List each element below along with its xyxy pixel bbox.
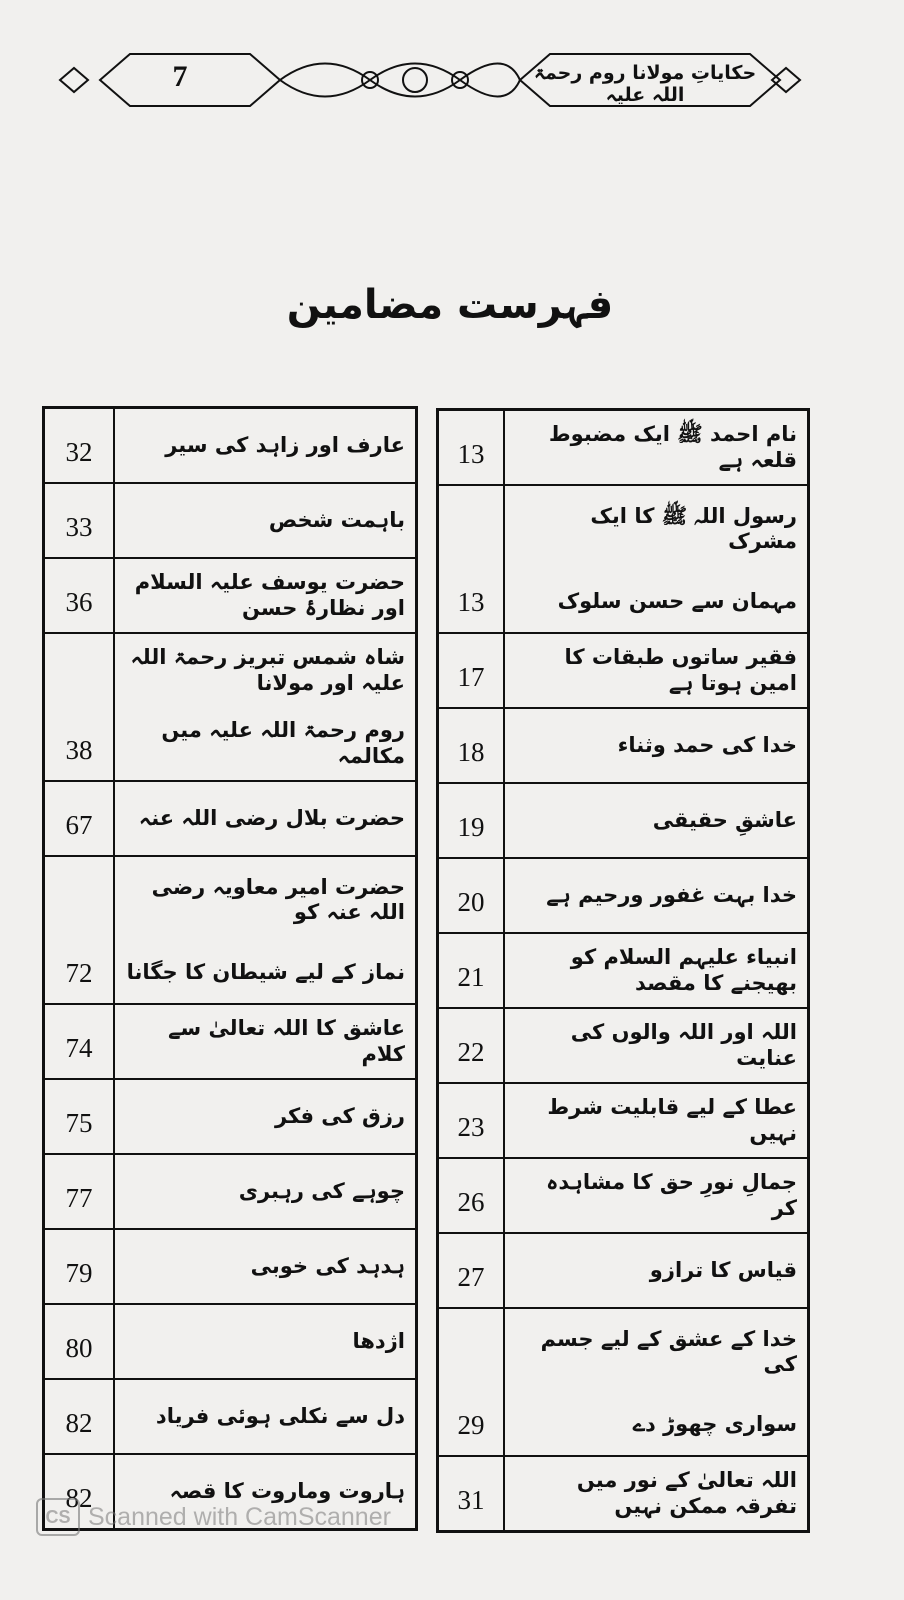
toc-entry-title — [115, 1230, 415, 1303]
page-title: فہرست مضامین — [286, 282, 614, 328]
toc-entry — [45, 484, 415, 559]
toc-entry — [45, 634, 415, 782]
toc-page-number: 19 — [439, 784, 505, 857]
toc-entry-line: عارف اور زاہد کی سیر — [165, 432, 405, 457]
toc-table-right — [436, 408, 810, 1533]
toc-entry-line: جمالِ نورِ حق کا مشاہدہ کر — [546, 1170, 797, 1220]
toc-entry-line: رزق کی فکر — [274, 1103, 405, 1128]
toc-entry — [45, 1230, 415, 1305]
toc-page-number: 13 — [439, 486, 505, 632]
toc-entry-title — [505, 1084, 807, 1157]
toc-entry-line: اللہ اور اللہ والوں کی عنایت — [570, 1020, 797, 1070]
toc-entry — [45, 559, 415, 634]
toc-entry-line: قیاس کا ترازو — [649, 1257, 797, 1282]
toc-entry — [45, 1080, 415, 1155]
toc-entry — [439, 1457, 807, 1530]
toc-entry-title — [115, 1155, 415, 1228]
toc-entry-title — [505, 859, 807, 932]
camscanner-watermark — [36, 1498, 391, 1536]
toc-page-number: 72 — [45, 857, 115, 1003]
toc-entry-line: سواری چھوڑ دے — [632, 1412, 797, 1437]
toc-entry-title — [505, 934, 807, 1007]
toc-page-number: 74 — [45, 1005, 115, 1078]
toc-entry-line: حضرت امیر معاویہ رضی اللہ عنہ کو — [151, 874, 405, 924]
toc-entry-title — [115, 1005, 415, 1078]
toc-entry-title — [505, 1457, 807, 1530]
toc-entry — [45, 1155, 415, 1230]
toc-entry — [439, 934, 807, 1009]
watermark-text: Scanned with CamScanner — [88, 1502, 391, 1531]
toc-entry — [45, 409, 415, 484]
toc-entry-line: شاہ شمس تبریز رحمۃ اللہ علیہ اور مولانا — [130, 645, 405, 695]
toc-entry-title — [115, 857, 415, 1003]
toc-entry-line: اللہ تعالیٰ کے نور میں تفرقہ ممکن نہیں — [576, 1468, 797, 1518]
toc-entry — [45, 782, 415, 857]
toc-page-number: 27 — [439, 1234, 505, 1307]
toc-entry-line: انبیاء علیہم السلام کو بھیجنے کا مقصد — [570, 945, 797, 995]
toc-page-number: 79 — [45, 1230, 115, 1303]
toc-entry-line: چوہے کی رہبری — [238, 1178, 405, 1203]
toc-table-left — [42, 406, 418, 1531]
toc-entry-line: مہمان سے حسن سلوک — [557, 589, 797, 614]
toc-page-number: 80 — [45, 1305, 115, 1378]
toc-entry-title — [115, 1080, 415, 1153]
toc-page-number: 33 — [45, 484, 115, 557]
toc-entry-line: نماز کے لیے شیطان کا جگانا — [126, 960, 405, 985]
toc-entry — [439, 486, 807, 634]
running-title: حکایاتِ مولانا روم رحمۃ اللہ علیہ — [533, 62, 757, 106]
toc-entry-title — [505, 1159, 807, 1232]
toc-page-number: 82 — [45, 1455, 115, 1528]
toc-entry-line: رسول اللہ ﷺ کا ایک مشرک — [590, 503, 797, 553]
toc-entry-line: عطا کے لیے قابلیت شرط نہیں — [547, 1095, 797, 1145]
toc-page-number: 26 — [439, 1159, 505, 1232]
toc-page-number: 17 — [439, 634, 505, 707]
toc-entry-line: عاشق کا اللہ تعالیٰ سے کلام — [168, 1016, 405, 1066]
toc-entry-title — [505, 486, 807, 632]
toc-page-number: 18 — [439, 709, 505, 782]
toc-entry-title — [115, 1380, 415, 1453]
toc-entry — [45, 1005, 415, 1080]
toc-entry — [439, 1309, 807, 1457]
toc-entry-line: ہدہد کی خوبی — [250, 1253, 405, 1278]
toc-entry — [439, 859, 807, 934]
toc-entry — [439, 1234, 807, 1309]
toc-entry-title — [505, 784, 807, 857]
toc-entry-line: حضرت بلال رضی اللہ عنہ — [138, 805, 405, 830]
camscanner-logo-icon: CS — [36, 1498, 80, 1536]
toc-entry — [45, 1380, 415, 1455]
toc-page-number: 67 — [45, 782, 115, 855]
toc-entry-title — [505, 709, 807, 782]
toc-page-number: 21 — [439, 934, 505, 1007]
toc-entry-line: خدا کے عشق کے لیے جسم کی — [540, 1326, 797, 1376]
toc-entry-title — [115, 634, 415, 780]
toc-entry — [45, 1305, 415, 1380]
toc-page-number: 77 — [45, 1155, 115, 1228]
toc-entry — [439, 411, 807, 486]
toc-entry-title — [505, 1309, 807, 1455]
toc-entry — [439, 784, 807, 859]
toc-entry-title — [115, 782, 415, 855]
toc-page-number: 31 — [439, 1457, 505, 1530]
toc-entry-line: دل سے نکلی ہوئی فریاد — [155, 1403, 405, 1428]
toc-entry-title — [505, 411, 807, 484]
toc-entry-line: حضرت یوسف علیہ السلام اور نظارۂ حسن — [134, 570, 405, 620]
toc-page-number: 36 — [45, 559, 115, 632]
toc-entry — [439, 1159, 807, 1234]
page-number: 7 — [172, 60, 188, 93]
toc-entry-title — [115, 409, 415, 482]
toc-entry-title — [115, 559, 415, 632]
toc-entry-line: روم رحمۃ اللہ علیہ میں مکالمہ — [161, 718, 405, 768]
toc-entry — [439, 709, 807, 784]
toc-entry-title — [115, 484, 415, 557]
toc-entry — [439, 1009, 807, 1084]
toc-page-number: 29 — [439, 1309, 505, 1455]
toc-entry-line: نام احمد ﷺ ایک مضبوط قلعہ ہے — [548, 422, 797, 472]
toc-entry-line: خدا کی حمد وثناء — [617, 732, 797, 757]
toc-page-number: 38 — [45, 634, 115, 780]
toc-page-number: 75 — [45, 1080, 115, 1153]
toc-entry-title — [505, 634, 807, 707]
toc-page-number: 82 — [45, 1380, 115, 1453]
toc-entry-line: ہاروت وماروت کا قصہ — [169, 1478, 405, 1503]
toc-entry-line: عاشقِ حقیقی — [652, 807, 797, 832]
toc-entry-line: باہمت شخص — [268, 507, 405, 532]
toc-entry — [439, 634, 807, 709]
toc-page-number: 22 — [439, 1009, 505, 1082]
toc-page-number: 23 — [439, 1084, 505, 1157]
toc-entry-line: فقیر ساتوں طبقات کا امین ہوتا ہے — [564, 645, 797, 695]
toc-page-number: 32 — [45, 409, 115, 482]
toc-entry — [439, 1084, 807, 1159]
toc-entry-title — [505, 1234, 807, 1307]
toc-page-number: 20 — [439, 859, 505, 932]
toc-entry-line: اژدھا — [352, 1328, 405, 1353]
toc-entry-line: خدا بہت غفور ورحیم ہے — [546, 882, 797, 907]
toc-entry-title — [505, 1009, 807, 1082]
toc-entry-title — [115, 1305, 415, 1378]
toc-page-number: 13 — [439, 411, 505, 484]
toc-entry — [45, 857, 415, 1005]
